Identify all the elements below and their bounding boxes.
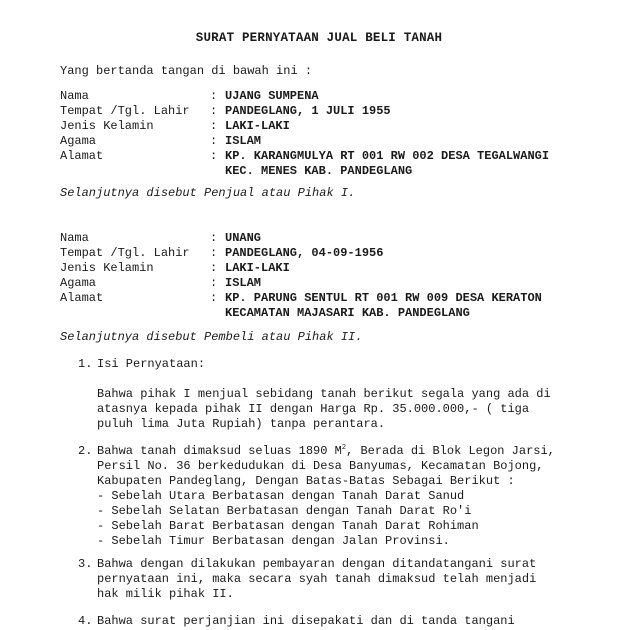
body-line: - Sebelah Timur Berbatasan dengan Jalan Provinsi. xyxy=(97,534,450,548)
colon: : xyxy=(210,291,218,305)
buyer-agama: ISLAM xyxy=(225,276,262,290)
colon: : xyxy=(210,89,218,103)
colon: : xyxy=(210,231,218,245)
label-agama: Agama xyxy=(60,276,97,290)
label-jk: Jenis Kelamin xyxy=(60,119,154,133)
seller-alamat-2: KEC. MENES KAB. PANDEGLANG xyxy=(225,164,413,178)
colon: : xyxy=(210,276,218,290)
item-2-body xyxy=(97,459,543,549)
seller-alamat-1: KP. KARANGMULYA RT 001 RW 002 DESA TEGALWANGI xyxy=(225,149,550,163)
heading-text-cont: , Berada di Blok Legon Jarsi, xyxy=(346,444,555,458)
item-heading xyxy=(97,444,555,458)
colon: : xyxy=(210,261,218,275)
heading-text: Bahwa tanah dimaksud seluas 1890 M xyxy=(97,444,342,458)
item-1-body xyxy=(97,387,551,432)
body-line: puluh lima Juta Rupiah) tanpa perantara. xyxy=(97,417,386,431)
item-number: 4. xyxy=(78,614,93,628)
colon: : xyxy=(210,104,218,118)
label-ttl: Tempat /Tgl. Lahir xyxy=(60,246,190,260)
body-line: - Sebelah Selatan Berbatasan dengan Tanah Darat Ro'i xyxy=(97,504,472,518)
item-heading: Bahwa surat perjanjian ini disepakati dan di tanda tangani xyxy=(97,614,515,628)
body-line: pernyataan ini, maka secara syah tanah dimaksud telah menjadi xyxy=(97,572,537,586)
seller-nama: UJANG SUMPENA xyxy=(225,89,319,103)
body-line: Bahwa pihak I menjual sebidang tanah berikut segala yang ada di xyxy=(97,387,551,401)
label-alamat: Alamat xyxy=(60,149,104,163)
buyer-alamat-2: KECAMATAN MAJASARI KAB. PANDEGLANG xyxy=(225,306,470,320)
seller-agama: ISLAM xyxy=(225,134,262,148)
body-line: hak milik pihak II. xyxy=(97,587,234,601)
buyer-jk: LAKI-LAKI xyxy=(225,261,290,275)
intro-text: Yang bertanda tangan di bawah ini : xyxy=(60,64,313,78)
buyer-alamat-1: KP. PARUNG SENTUL RT 001 RW 009 DESA KERATON xyxy=(225,291,542,305)
colon: : xyxy=(210,149,218,163)
body-line: - Sebelah Barat Berbatasan dengan Tanah Darat Rohiman xyxy=(97,519,479,533)
item-heading: Isi Pernyataan: xyxy=(97,357,206,371)
colon: : xyxy=(210,119,218,133)
item-3-body xyxy=(97,572,536,602)
item-heading: Bahwa dengan dilakukan pembayaran dengan ditandatangani surat xyxy=(97,557,537,571)
body-line: Kabupaten Pandeglang, Dengan Batas-Batas Sebagai Berikut : xyxy=(97,474,515,488)
label-nama: Nama xyxy=(60,89,89,103)
body-line: Persil No. 36 berkedudukan di Desa Banyumas, Kecamatan Bojong, xyxy=(97,459,544,473)
seller-ttl: PANDEGLANG, 1 JULI 1955 xyxy=(225,104,391,118)
label-agama: Agama xyxy=(60,134,97,148)
label-alamat: Alamat xyxy=(60,291,104,305)
body-line: atasnya kepada pihak II dengan Harga Rp. 35.000.000,- ( tiga xyxy=(97,402,530,416)
item-number: 2. xyxy=(78,444,93,458)
item-number: 1. xyxy=(78,357,93,371)
body-line: - Sebelah Utara Berbatasan dengan Tanah Darat Sanud xyxy=(97,489,465,503)
seller-note: Selanjutnya disebut Penjual atau Pihak I. xyxy=(60,186,356,200)
label-ttl: Tempat /Tgl. Lahir xyxy=(60,104,190,118)
label-jk: Jenis Kelamin xyxy=(60,261,154,275)
colon: : xyxy=(210,134,218,148)
seller-jk: LAKI-LAKI xyxy=(225,119,290,133)
superscript: 2 xyxy=(341,444,347,452)
colon: : xyxy=(210,246,218,260)
buyer-note: Selanjutnya disebut Pembeli atau Pihak II. xyxy=(60,330,363,344)
buyer-nama: UNANG xyxy=(225,231,262,245)
document-title: SURAT PERNYATAAN JUAL BELI TANAH xyxy=(195,31,443,45)
item-number: 3. xyxy=(78,557,93,571)
label-nama: Nama xyxy=(60,231,89,245)
buyer-ttl: PANDEGLANG, 04-09-1956 xyxy=(225,246,384,260)
